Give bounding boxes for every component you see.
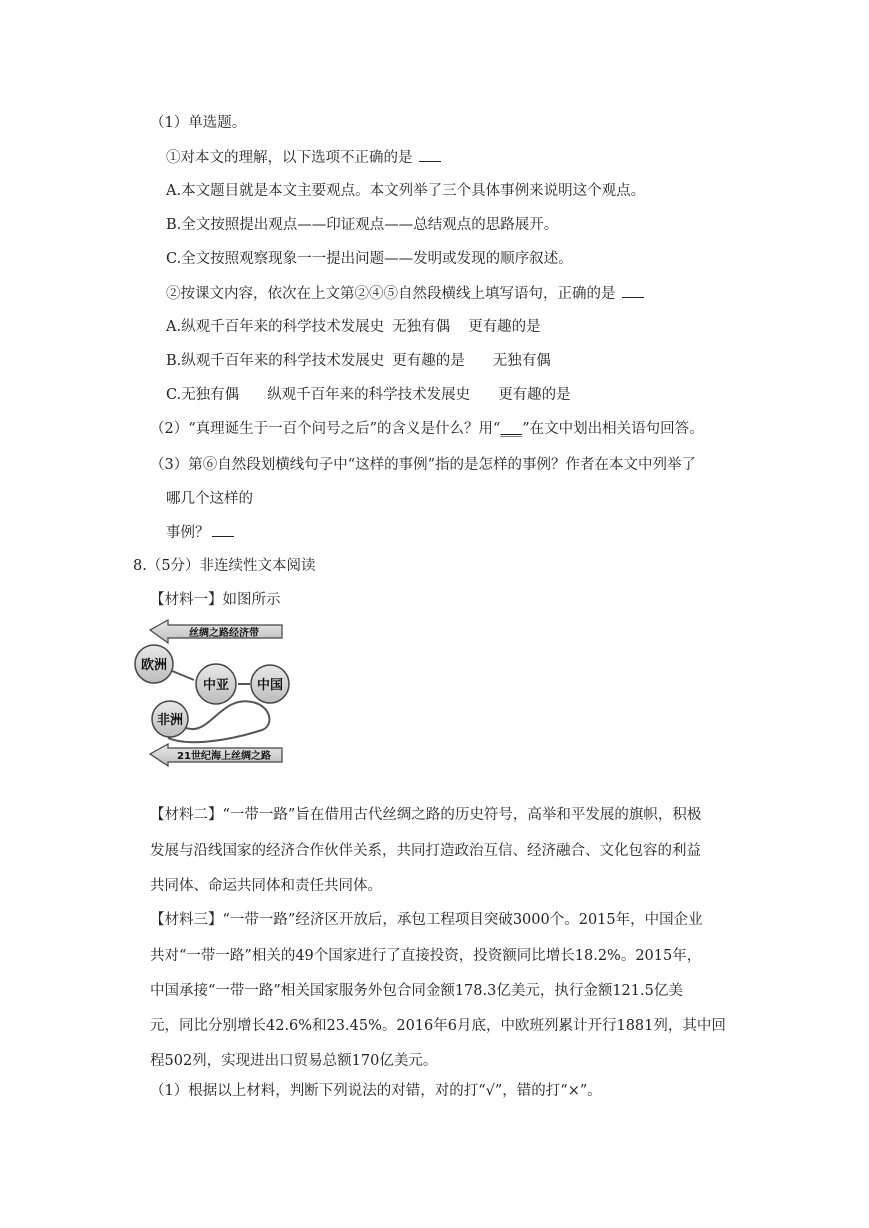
node-label: 中亚	[202, 678, 230, 693]
q1-sub1-stem-text: ①对本文的理解，以下选项不正确的是	[166, 150, 413, 166]
q3-line2: 哪几个这样的	[166, 491, 253, 507]
top-banner-text: 丝绸之路经济带	[189, 628, 259, 639]
option-part: 无独有偶	[392, 319, 451, 335]
material-2-line: 【材料二】“一带一路”旨在借用古代丝绸之路的历史符号，高举和平发展的旗帜，积极	[150, 807, 702, 823]
q8-sub1: （1）根据以上材料，判断下列说法的对错，对的打“√”，错的打“×”。	[150, 1083, 602, 1099]
option-part: 纵观千百年来的科学技术发展史	[181, 319, 385, 335]
bottom-banner-text: 21世纪海上丝绸之路	[177, 751, 271, 762]
option-part: 更有趣的是	[468, 319, 541, 335]
option-label: A.	[166, 319, 182, 335]
q8-header: 8.（5分）非连续性文本阅读	[133, 558, 316, 574]
option-part: 纵观千百年来的科学技术发展史	[181, 353, 385, 369]
material-3-line: 共对“一带一路”相关的49个国家进行了直接投资，投资额同比增长18.2%。2015年，	[150, 948, 702, 964]
material-2-line: 共同体、命运共同体和责任共同体。	[150, 878, 382, 894]
option-part: 更有趣的是	[392, 353, 465, 369]
q2-underline-mark: ___	[500, 421, 523, 437]
material-3-line: 程502列，实现进出口贸易总额170亿美元。	[150, 1053, 438, 1069]
q1-sub2-option-a	[166, 317, 541, 337]
belt-road-diagram	[132, 618, 302, 774]
q1-sub1-stem	[166, 147, 441, 168]
option-part: 无独有偶	[492, 353, 551, 369]
answer-blank[interactable]	[419, 147, 441, 162]
material-3-line: 元，同比分别增长42.6%和23.45%。2016年6月底，中欧班列累计开行1881列，其中回	[150, 1018, 726, 1034]
option-label: C.	[166, 387, 182, 403]
option-part: 纵观千百年来的科学技术发展史	[267, 387, 471, 403]
q1-sub2-option-c	[166, 385, 571, 405]
answer-blank[interactable]	[622, 283, 644, 298]
q1-sub2-stem-text: ②按课文内容，依次在上文第②④⑤自然段横线上填写语句，正确的是	[166, 286, 616, 302]
q2-text-b: ”在文中划出相关语句回答。	[522, 421, 704, 437]
q3-line1: （3）第⑥自然段划横线句子中“这样的事例”指的是怎样的事例？作者在本文中列举了	[150, 457, 697, 473]
q1-sub1-option-b: B.全文按照提出观点——印证观点——总结观点的思路展开。	[166, 217, 559, 233]
q2-text	[150, 419, 704, 439]
node-label: 非洲	[156, 713, 184, 728]
option-label: B.	[166, 353, 182, 369]
q3-line3	[166, 522, 234, 543]
q1-sub1-option-c: C.全文按照观察现象一一提出问题——发明或发现的顺序叙述。	[166, 251, 573, 267]
q1-title: （1）单选题。	[150, 115, 247, 131]
node-label: 中国	[256, 678, 284, 693]
material-3-line: 中国承接“一带一路”相关国家服务外包合同金额178.3亿美元，执行金额121.5亿美	[150, 983, 683, 999]
option-part: 更有趣的是	[498, 387, 571, 403]
node-label: 欧洲	[140, 658, 168, 673]
q1-sub2-option-b	[166, 351, 551, 371]
q3-line3-text: 事例？	[166, 525, 210, 541]
material-2-line: 发展与沿线国家的经济合作伙伴关系，共同打造政治互信、经济融合、文化包容的利益	[150, 843, 701, 859]
q2-text-a: （2）“真理诞生于一百个问号之后”的含义是什么？用“	[150, 421, 501, 437]
q1-sub2-stem	[166, 283, 644, 304]
answer-blank[interactable]	[212, 522, 234, 537]
q1-sub1-option-a: A.本文题目就是本文主要观点。本文列举了三个具体事例来说明这个观点。	[166, 183, 646, 199]
option-part: 无独有偶	[181, 387, 240, 403]
material-1-label: 【材料一】如图所示	[150, 592, 281, 608]
material-3-line: 【材料三】“一带一路”经济区开放后，承包工程项目突破3000个。2015年，中国企业	[150, 912, 703, 928]
